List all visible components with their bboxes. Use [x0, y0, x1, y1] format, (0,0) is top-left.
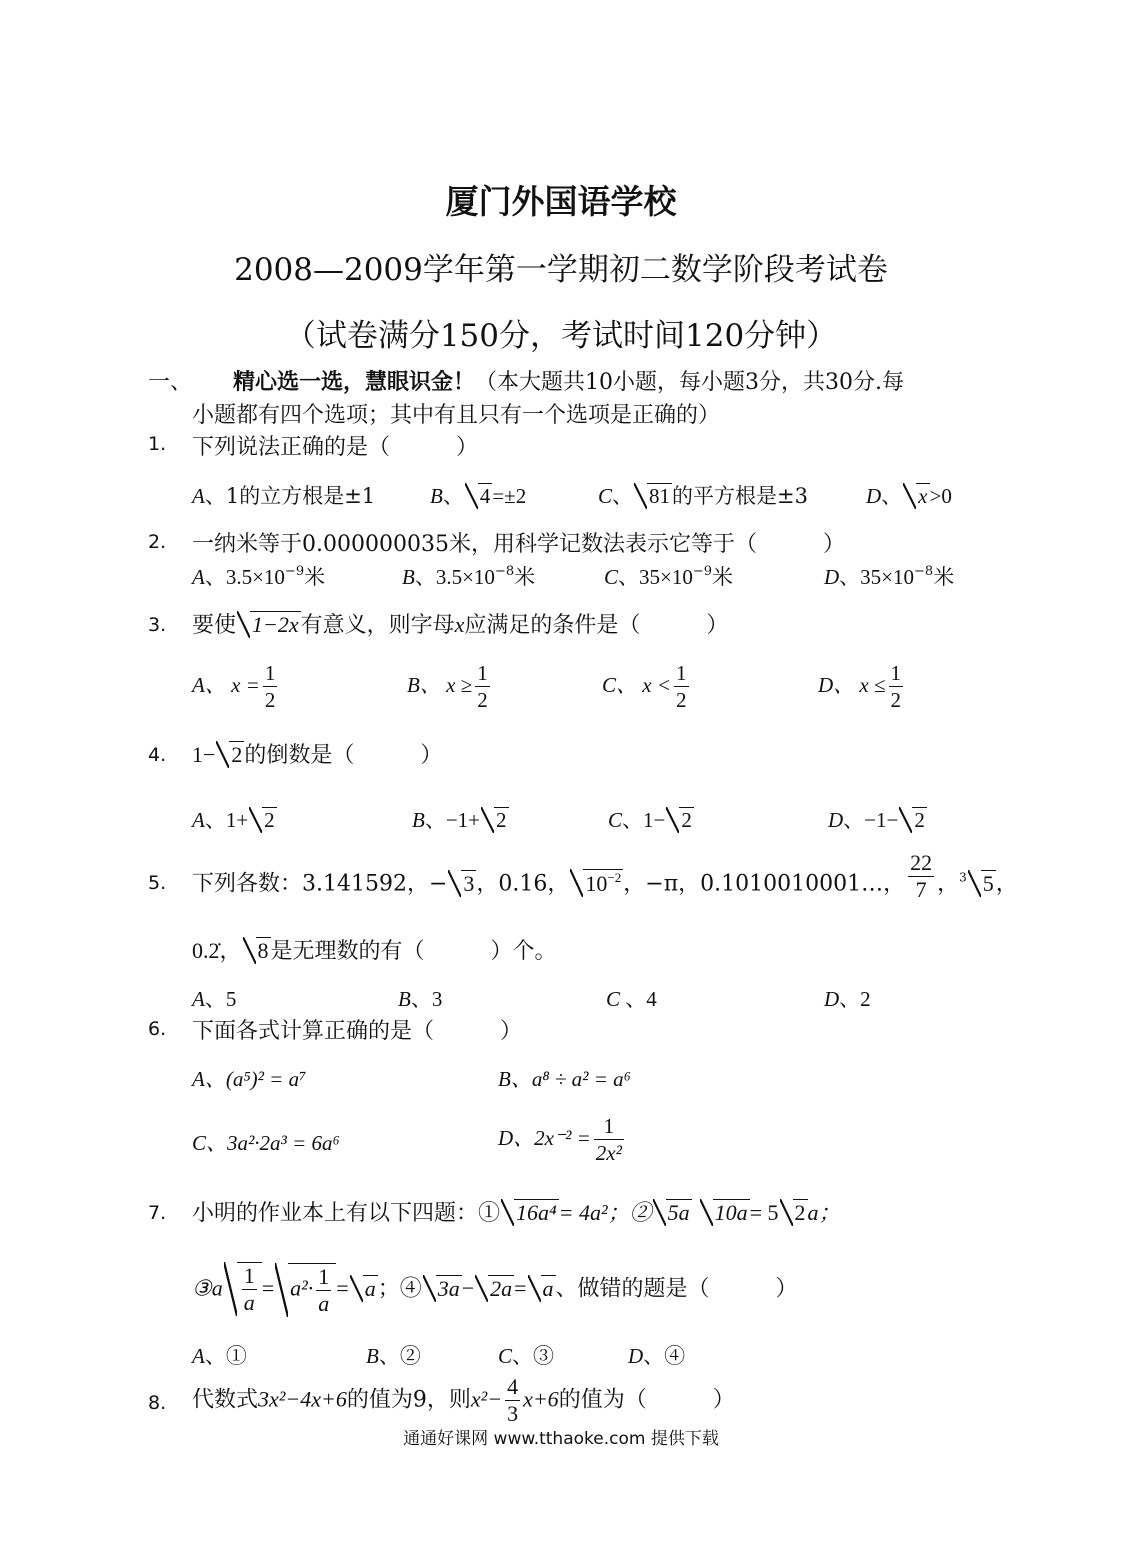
option-a: A、①	[192, 1344, 247, 1368]
question-stem: 下列各数：3.141592，− 3，0.16， $10^{-2}$，−π，0.1010010001…， $\frac{22}{7}$ ，$^3$ 5，	[192, 850, 1018, 902]
exam-title: 2008—2009学年第一学期初二数学阶段考试卷	[234, 252, 888, 288]
sqrt-symbol: x	[903, 483, 929, 509]
question-number: 2.	[148, 531, 167, 553]
sqrt-symbol: 16a⁴	[501, 1199, 559, 1226]
option-c: C、 x < $\frac{1}{2}$	[602, 661, 687, 712]
sqrt-symbol: a²· $\frac{1}{a}$	[275, 1263, 336, 1317]
sqrt-symbol: 2	[780, 1199, 808, 1226]
sqrt-symbol: 5	[968, 870, 996, 897]
section-note-line2: 小题都有四个选项；其中有且只有一个选项是正确的）	[192, 403, 721, 428]
section-note: （本大题共10小题，每小题3分，共30分.每	[475, 370, 904, 395]
sqrt-symbol: 5a	[653, 1199, 692, 1226]
option-a: A、 x = $\frac{1}{2}$	[192, 661, 276, 712]
option-c: C、 81的平方根是±3	[598, 484, 808, 508]
question-number: 6.	[148, 1018, 167, 1040]
option-d: D、−1− 2	[828, 808, 925, 832]
sqrt-symbol: a	[350, 1275, 378, 1302]
sqrt-symbol: 2	[666, 807, 694, 833]
sqrt-symbol: 1−2x	[237, 611, 301, 638]
question-number: 3.	[148, 614, 167, 636]
section-number: 一、	[148, 370, 193, 395]
sqrt-symbol: 81	[634, 483, 672, 509]
option-a: A、1的立方根是±1	[192, 484, 376, 508]
question-stem-line2: 0.2̇， 8是无理数的有（ ）个。	[192, 938, 557, 964]
sqrt-symbol: 2	[249, 807, 277, 833]
option-b: B、−1+ 2	[412, 808, 507, 832]
option-d: D、 x ≤ $\frac{1}{2}$	[818, 661, 902, 712]
option-b: B、 4=±2	[430, 484, 527, 508]
option-b: B、3	[398, 987, 443, 1011]
section-heading	[233, 365, 904, 396]
question-number: 1.	[148, 433, 167, 455]
option-b: B、$3.5\times 10^{-8}$米	[402, 564, 536, 589]
sqrt-symbol: a	[528, 1275, 556, 1302]
option-a: A、1+ 2	[192, 808, 275, 832]
footer-source: 通通好课网 www.tthaoke.com 提供下载	[403, 1429, 719, 1449]
question-stem: 1− 2的倒数是（ ）	[192, 742, 443, 768]
option-c: C、3a²·2a³ = 6a⁶	[192, 1131, 340, 1155]
option-d: D、 x>0	[866, 484, 952, 508]
exam-info: （试卷满分150分，考试时间120分钟）	[284, 318, 838, 354]
option-d: D、④	[628, 1344, 686, 1368]
question-number: 5.	[148, 872, 167, 894]
question-stem: 代数式3x²−4x+6的值为9，则x²− $\frac{4}{3}$ x+6的值为（ ）	[192, 1374, 735, 1426]
question-stem: 下列说法正确的是（ ）	[192, 435, 479, 460]
option-a: A、$3.5\times 10^{-9}$米	[192, 564, 326, 589]
option-d: D、2	[824, 987, 871, 1011]
option-a: A、(a⁵)² = a⁷	[192, 1067, 307, 1091]
option-d: D、$35\times 10^{-8}$米	[824, 564, 955, 589]
option-c: C、$35\times 10^{-9}$米	[604, 564, 734, 589]
question-stem: 一纳米等于0.000000035米，用科学记数法表示它等于（ ）	[192, 532, 845, 557]
sqrt-symbol: 2	[216, 741, 244, 768]
sqrt-symbol: 2	[899, 807, 927, 833]
question-stem: 小明的作业本上有以下四题：① 16a⁴= 4a²；② 5a 10a= 5 2a；	[192, 1200, 841, 1226]
option-c: C、③	[498, 1344, 555, 1368]
option-b: B、②	[366, 1344, 421, 1368]
question-stem-line2: ③a $\frac{1}{a}$ = a²· $\frac{1}{a}$ = a；④ 3a− 2a= a、做错的题是（ ）	[192, 1263, 798, 1316]
question-number: 4.	[148, 744, 167, 766]
question-number: 8.	[148, 1392, 167, 1414]
sqrt-symbol: 8	[243, 937, 271, 964]
sqrt-symbol: 10a	[700, 1199, 750, 1226]
question-stem: 要使 1−2x有意义，则字母x应满足的条件是（ ）	[192, 612, 729, 638]
sqrt-symbol: 3	[448, 870, 476, 897]
option-c: C 、4	[606, 987, 657, 1011]
sqrt-symbol: 3a	[423, 1275, 462, 1302]
sqrt-symbol: 2	[481, 807, 509, 833]
sqrt-symbol: $\frac{1}{a}$	[224, 1262, 262, 1316]
section-title: 精心选一选，慧眼识金！	[233, 369, 476, 395]
option-c: C、1− 2	[608, 808, 692, 832]
option-d: D、2x⁻² = $\frac{1}{\text{2x²}}$	[498, 1114, 622, 1165]
sqrt-symbol: 4	[465, 483, 493, 509]
option-b: B、 x ≥ $\frac{1}{2}$	[407, 661, 488, 712]
school-title: 厦门外国语学校	[445, 182, 677, 221]
sqrt-symbol: 2a	[475, 1275, 514, 1302]
option-b: B、a⁸ ÷ a² = a⁶	[498, 1067, 631, 1091]
sqrt-symbol: $10^{-2}$	[570, 869, 623, 897]
question-number: 7.	[148, 1202, 167, 1224]
option-a: A、5	[192, 987, 237, 1011]
question-stem: 下面各式计算正确的是（ ）	[192, 1019, 523, 1044]
